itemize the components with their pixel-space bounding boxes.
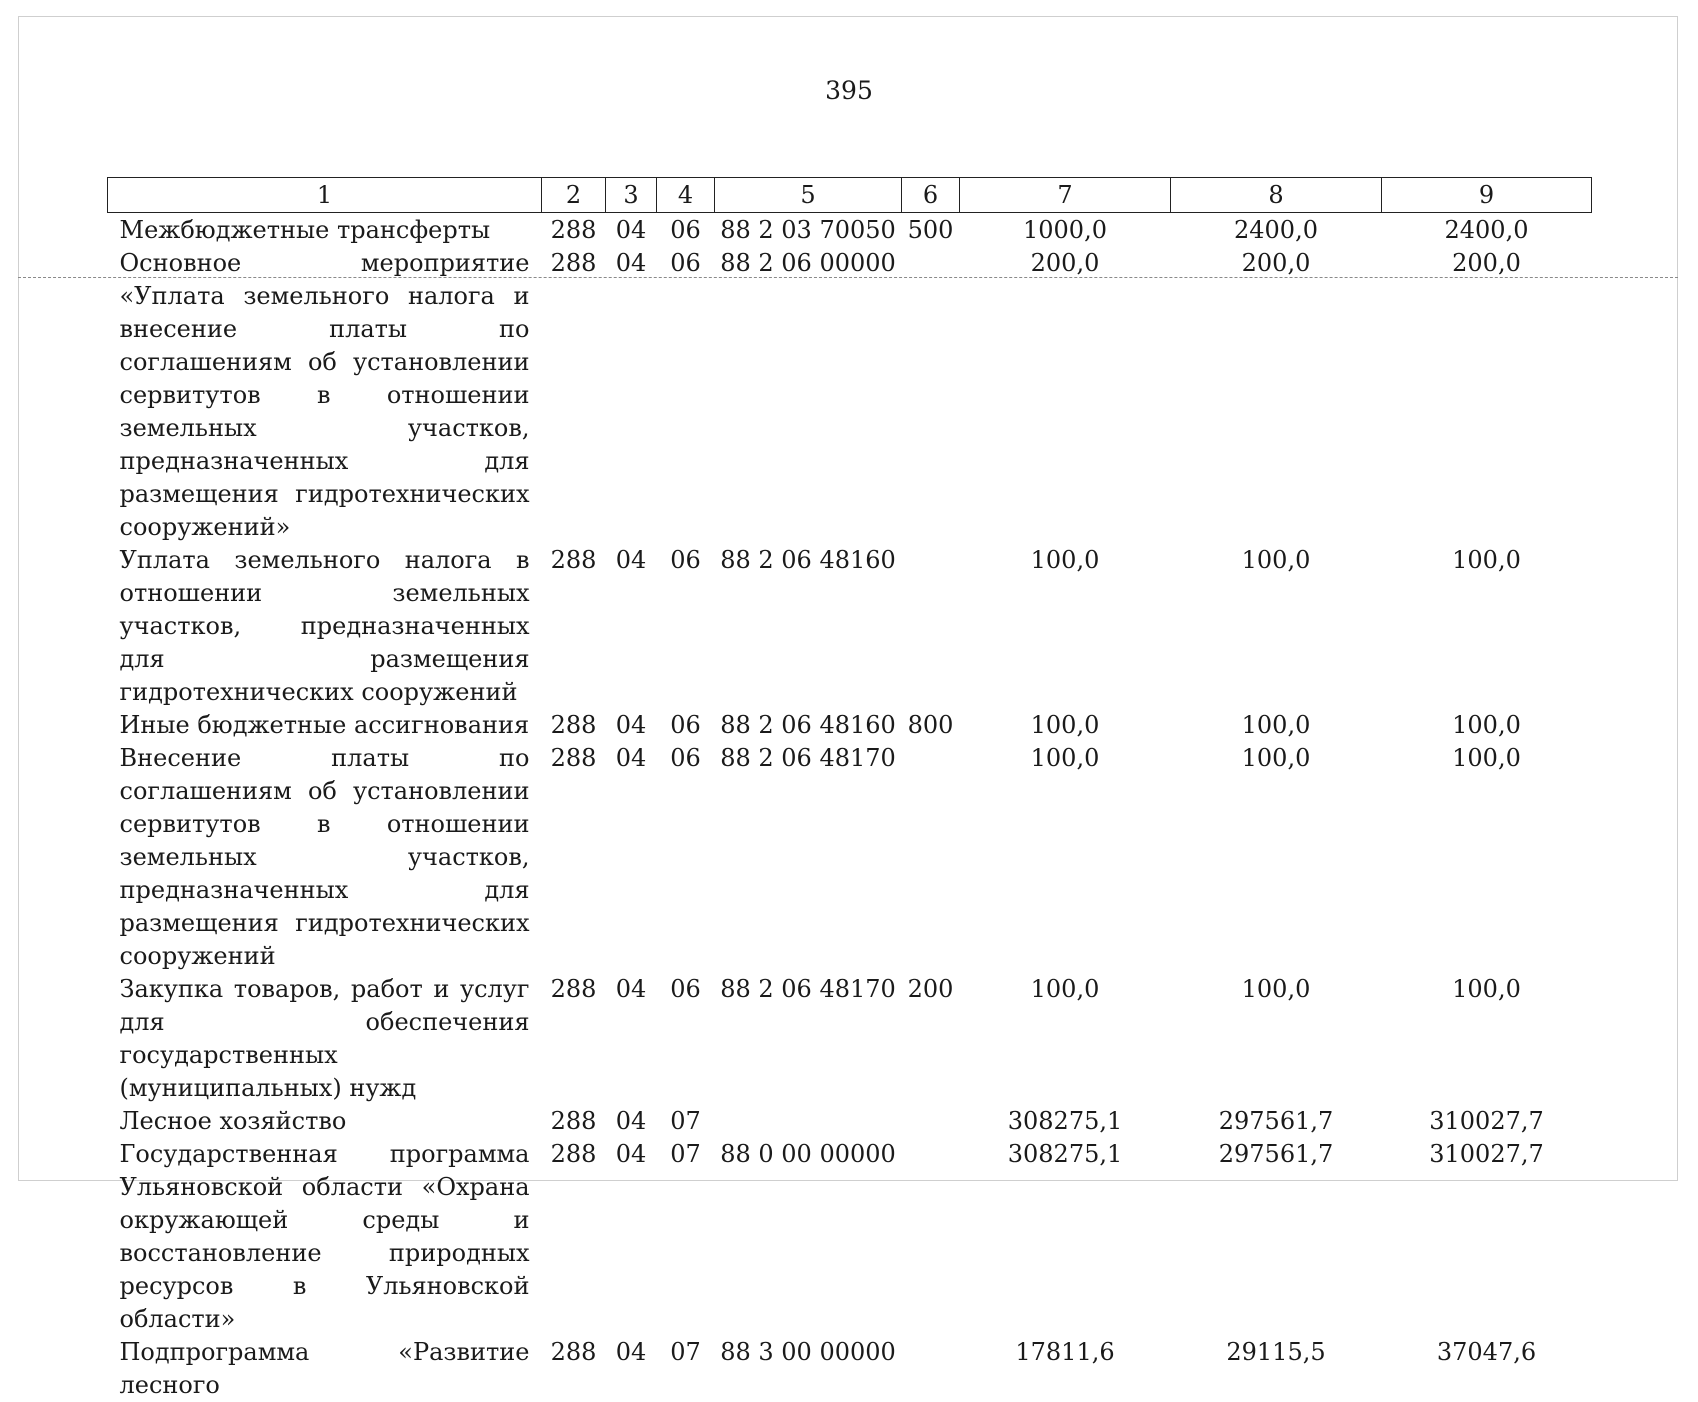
table-row [108,544,1592,709]
row-name: Лесное хозяйство [119,1107,347,1135]
amount-year-2: 100,0 [1241,546,1311,574]
expense-type-code [902,1105,960,1138]
subsection-code: 07 [670,1107,701,1135]
subsection-code: 06 [670,744,701,772]
section-code: 04 [615,216,647,244]
target-article-code: 88 0 00 00000 [720,1140,896,1168]
target-article-code: 88 3 00 00000 [720,1338,896,1366]
row-name: Государственная программа Ульяновской области «Охрана окружающей среды и восстановление природных ресурсов в Ульяновской области» [119,1140,530,1333]
expense-type-code [902,742,960,973]
section-code: 04 [615,1107,647,1135]
row-name: Уплата земельного налога в отношении земельных участков, предназначенных для размещения гидротехнических сооружений [119,546,530,706]
column-header: 7 [960,178,1171,213]
table-row [108,214,1592,247]
amount-year-1: 308275,1 [1007,1107,1123,1135]
table-row [108,973,1592,1105]
subsection-code: 06 [670,546,701,574]
amount-year-2: 100,0 [1241,711,1311,739]
amount-year-3: 310027,7 [1429,1140,1544,1168]
amount-year-2: 29115,5 [1226,1338,1326,1366]
column-header: 1 [108,178,542,213]
page-number: 395 [825,76,873,105]
expense-type-code [902,1336,960,1402]
table-row [108,1105,1592,1138]
amount-year-3: 2400,0 [1444,216,1529,244]
subsection-code: 07 [670,1140,701,1168]
table-row [108,247,1592,544]
row-name: Основное мероприятие «Уплата земельного налога и внесение платы по соглашениям об установлении сервитутов в отношении земельных участков, предназначенных для размещения гидротехнических сооружений» [119,249,530,541]
ved-code: 288 [550,1338,597,1366]
row-name: Внесение платы по соглашениям об установлении сервитутов в отношении земельных участков, предназначенных для размещения гидротехнических сооружений [119,744,530,970]
subsection-code: 07 [670,1338,701,1366]
target-article-code: 88 2 06 48170 [720,744,896,772]
ved-code: 288 [550,546,597,574]
amount-year-1: 100,0 [1030,975,1100,1003]
row-name: Закупка товаров, работ и услуг для обеспечения государственных (муниципальных) нужд [119,975,530,1102]
column-header: 8 [1171,178,1382,213]
amount-year-2: 200,0 [1241,249,1311,277]
target-article-code [715,1105,902,1138]
expense-type-code: 500 [907,216,954,244]
expense-type-code: 200 [907,975,954,1003]
target-article-code: 88 2 06 00000 [720,249,896,277]
expense-type-code [902,1138,960,1336]
section-code: 04 [615,744,647,772]
target-article-code: 88 2 03 70050 [720,216,896,244]
target-article-code: 88 2 06 48160 [720,711,896,739]
amount-year-3: 100,0 [1452,546,1521,574]
table-row [108,1138,1592,1336]
amount-year-1: 308275,1 [1007,1140,1123,1168]
section-code: 04 [615,249,647,277]
subsection-code: 06 [670,249,701,277]
column-header: 2 [542,178,606,213]
subsection-code: 06 [670,216,701,244]
expense-type-code [902,544,960,709]
column-header: 6 [902,178,960,213]
ved-code: 288 [550,216,597,244]
amount-year-1: 100,0 [1030,711,1100,739]
column-header: 4 [657,178,715,213]
amount-year-3: 100,0 [1452,744,1521,772]
section-code: 04 [615,975,647,1003]
row-name: Иные бюджетные ассигнования [119,711,530,739]
ved-code: 288 [550,1107,597,1135]
amount-year-2: 297561,7 [1218,1140,1334,1168]
section-code: 04 [615,1140,647,1168]
ved-code: 288 [550,975,597,1003]
section-code: 04 [615,546,647,574]
amount-year-2: 100,0 [1241,975,1311,1003]
header-row [108,178,1592,213]
amount-year-2: 2400,0 [1234,216,1318,244]
amount-year-2: 100,0 [1241,744,1311,772]
amount-year-1: 17811,6 [1015,1338,1115,1366]
amount-year-3: 200,0 [1452,249,1521,277]
amount-year-1: 1000,0 [1023,216,1107,244]
amount-year-3: 310027,7 [1429,1107,1544,1135]
table-row [108,742,1592,973]
amount-year-3: 37047,6 [1436,1338,1537,1366]
column-header: 5 [715,178,902,213]
table-row [108,709,1592,742]
ved-code: 288 [550,711,597,739]
budget-table [107,177,1592,1402]
amount-year-3: 100,0 [1452,711,1521,739]
amount-year-1: 100,0 [1030,744,1100,772]
ved-code: 288 [550,249,597,277]
ved-code: 288 [550,744,597,772]
amount-year-1: 100,0 [1030,546,1100,574]
subsection-code: 06 [670,711,701,739]
row-name: Межбюджетные трансферты [119,216,491,244]
amount-year-2: 297561,7 [1218,1107,1334,1135]
ved-code: 288 [550,1140,597,1168]
amount-year-1: 200,0 [1030,249,1100,277]
target-article-code: 88 2 06 48170 [720,975,896,1003]
section-code: 04 [615,711,647,739]
table-row [108,1336,1592,1402]
expense-type-code: 800 [907,711,954,739]
subsection-code: 06 [670,975,701,1003]
amount-year-3: 100,0 [1452,975,1521,1003]
column-header: 9 [1382,178,1592,213]
row-name: Подпрограмма «Развитие лесного [119,1338,530,1399]
expense-type-code [902,247,960,544]
column-header: 3 [606,178,657,213]
target-article-code: 88 2 06 48160 [720,546,896,574]
section-code: 04 [615,1338,647,1366]
